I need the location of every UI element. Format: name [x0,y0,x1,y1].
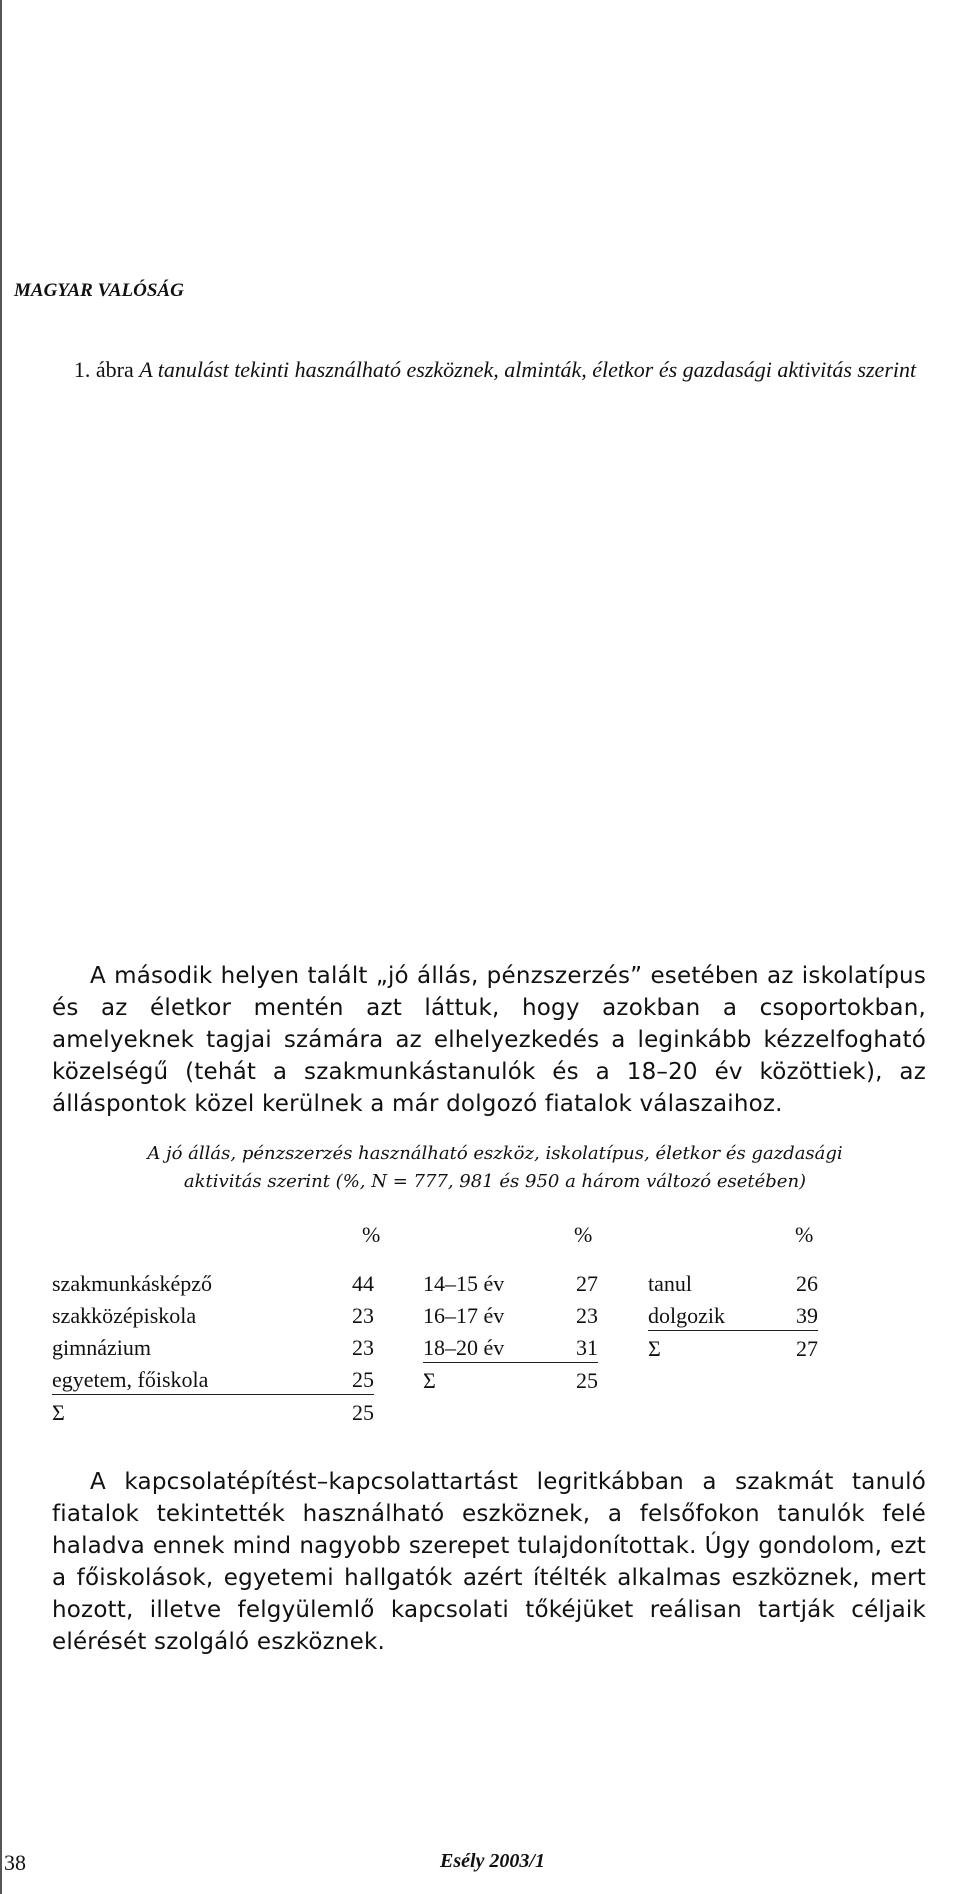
age-label: 16–17 év [423,1303,505,1328]
age-label: 14–15 év [423,1271,505,1296]
body-paragraph-2 [52,1466,926,1658]
journal-footer: Esély 2003/1 [440,1850,545,1872]
paragraph-1-text: A második helyen talált „jó állás, pénzszerzés” esetében az iskolatípus és az életkor mentén azt láttuk, hogy azokban a csoportokban, amelyeknek tagjai számára az elhelyezkedés a leginkább kézzelfogható közelségű (tehát a szakmunkástanulók és a 18–20 év közöttiek), az álláspontok közel kerülnek a már dolgozó fiatalok válaszaihoz. [52,963,926,1117]
table-row-total [423,1365,598,1397]
table-column-activity [648,1268,818,1365]
activity-value: 39 [796,1303,818,1328]
school-sum-value: 25 [352,1400,374,1425]
age-value: 31 [576,1335,598,1360]
activity-label: tanul [648,1271,692,1296]
table-title [60,1140,930,1196]
table-title-line-1: A jó állás, pénzszerzés használható eszköz, iskolatípus, életkor és gazdasági [147,1143,843,1164]
figure-number: 1. ábra [73,357,134,382]
school-sum-label: Σ [52,1400,65,1425]
table-column-age [423,1268,598,1397]
school-value: 23 [352,1335,374,1360]
table-row [52,1364,374,1395]
school-label: egyetem, főiskola [52,1367,209,1392]
percent-header-activity: % [795,1222,814,1247]
page-number: 38 [4,1850,26,1875]
table-row-total [648,1333,818,1365]
table-column-school-type [52,1268,374,1429]
table-row [52,1332,374,1364]
page-left-rule [0,0,2,1894]
activity-value: 26 [796,1271,818,1296]
activity-label: dolgozik [648,1303,725,1328]
school-label: gimnázium [52,1335,151,1360]
table-row [648,1300,818,1331]
activity-sum-value: 27 [796,1336,818,1361]
school-value: 23 [352,1303,374,1328]
running-head: MAGYAR VALÓSÁG [14,280,184,301]
school-value: 44 [352,1271,374,1296]
percent-header-age: % [574,1222,593,1247]
school-label: szakmunkásképző [52,1271,213,1296]
age-sum-value: 25 [576,1368,598,1393]
age-value: 23 [576,1303,598,1328]
figure-title: A tanulást tekinti használható eszköznek, alminták, életkor és gazdasági aktivitás szerint [139,357,917,382]
age-label: 18–20 év [423,1335,505,1360]
age-sum-label: Σ [423,1368,436,1393]
table-row [52,1268,374,1300]
table-row-total [52,1397,374,1429]
age-value: 27 [576,1271,598,1296]
table-row [648,1268,818,1300]
activity-sum-label: Σ [648,1336,661,1361]
table-row [52,1300,374,1332]
percent-header-school: % [362,1222,381,1247]
table-title-line-2: aktivitás szerint (%, N = 777, 981 és 950 a három változó esetében) [183,1171,807,1192]
table-row [423,1268,598,1300]
body-paragraph-1 [52,960,926,1120]
table-row [423,1332,598,1363]
school-value: 25 [352,1367,374,1392]
table-row [423,1300,598,1332]
figure-caption [60,355,930,386]
paragraph-2-text: A kapcsolatépítést–kapcsolattartást legritkábban a szakmát tanuló fiatalok tekintették használható eszköznek, a felsőfokon tanulók felé haladva ennek mind nagyobb szerepet tulajdonítottak. Úgy gondolom, ezt a főiskolások, egyetemi hallgatók azért ítélték alkalmas eszköznek, mert hozott, illetve felgyülemlő kapcsolati tőkéjüket reálisan tartják céljaik elérését szolgáló eszköznek. [52,1469,926,1655]
school-label: szakközépiskola [52,1303,197,1328]
